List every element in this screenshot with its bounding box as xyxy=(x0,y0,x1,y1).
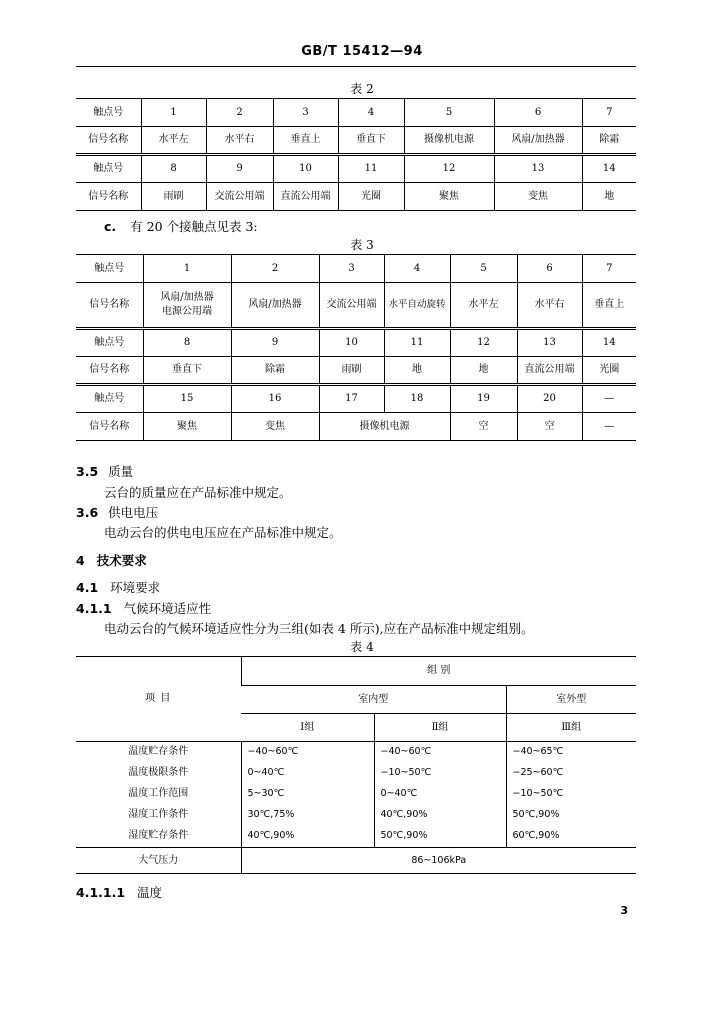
t4-value: −10~50℃ xyxy=(506,784,636,805)
t2-cell: 垂直上 xyxy=(273,127,338,155)
t3-r2-label: 信号名称 xyxy=(76,283,143,329)
t2-cell: 6 xyxy=(494,99,582,127)
t2-cell: 1 xyxy=(141,99,206,127)
table3-caption: 表 3 xyxy=(350,238,374,252)
t2-cell: 雨刷 xyxy=(141,183,206,211)
section-3-5-heading xyxy=(76,462,133,480)
t3-cell: — xyxy=(582,413,636,441)
t3-cell: 雨刷 xyxy=(319,357,384,385)
t3-cell: 水平左 xyxy=(450,283,517,329)
section-3-5-body: 云台的质量应在产品标准中规定。 xyxy=(104,485,292,500)
section-number: 4.1.1.1 xyxy=(76,885,126,900)
t2-r1-label: 触点号 xyxy=(76,99,141,127)
t2-r4-label: 信号名称 xyxy=(76,183,141,211)
t4-value: 40℃,90% xyxy=(241,826,374,848)
section-number: 3.5 xyxy=(76,464,99,479)
t3-cell: 交流公用端 xyxy=(319,283,384,329)
t3-cell: 3 xyxy=(319,255,384,283)
t2-cell: 9 xyxy=(206,155,273,183)
t3-cell: 11 xyxy=(384,329,450,357)
t3-cell: 垂直下 xyxy=(143,357,231,385)
section-number: 4.1.1 xyxy=(76,601,112,616)
t4-value: 5~30℃ xyxy=(241,784,374,805)
t4-item-header: 项 目 xyxy=(76,657,241,742)
section-title: 技术要求 xyxy=(96,553,147,568)
t3-cell: 变焦 xyxy=(231,413,319,441)
section-4-1-1-1-heading xyxy=(76,883,162,901)
t2-cell: 4 xyxy=(338,99,404,127)
t4-value: 50℃,90% xyxy=(506,805,636,826)
section-3-6-body: 电动云台的供电电压应在产品标准中规定。 xyxy=(104,525,342,540)
t3-cell: 19 xyxy=(450,385,517,413)
t3-cell: 地 xyxy=(450,357,517,385)
t4-pressure-value: 86~106kPa xyxy=(241,848,636,874)
item-c xyxy=(104,217,258,235)
t2-r3-label: 触点号 xyxy=(76,155,141,183)
t4-row-label: 湿度工作条件 xyxy=(128,809,189,820)
t4-value: −40~65℃ xyxy=(506,742,636,763)
t3-cell: 2 xyxy=(231,255,319,283)
t2-cell: 12 xyxy=(404,155,494,183)
t3-cell: 10 xyxy=(319,329,384,357)
t3-cell: 12 xyxy=(450,329,517,357)
t2-cell: 3 xyxy=(273,99,338,127)
t3-r3-label: 触点号 xyxy=(76,329,143,357)
t3-r5-label: 触点号 xyxy=(76,385,143,413)
t3-cell: 15 xyxy=(143,385,231,413)
t3-cell: 除霜 xyxy=(231,357,319,385)
t3-cell: 13 xyxy=(517,329,582,357)
t4-row-label: 温度贮存条件 xyxy=(128,746,189,758)
t2-r2-label: 信号名称 xyxy=(76,127,141,155)
t2-cell: 摄像机电源 xyxy=(404,127,494,155)
t3-cell: 8 xyxy=(143,329,231,357)
t3-cell: 直流公用端 xyxy=(517,357,582,385)
t4-value: 50℃,90% xyxy=(374,826,506,848)
header-rule xyxy=(76,66,636,67)
t3-cell: 14 xyxy=(582,329,636,357)
t4-value: −10~50℃ xyxy=(374,763,506,784)
t2-cell: 风扇/加热器 xyxy=(494,127,582,155)
t2-cell: 5 xyxy=(404,99,494,127)
t2-cell: 地 xyxy=(582,183,636,211)
t4-group-1: Ⅰ组 xyxy=(241,714,374,742)
section-title: 供电电压 xyxy=(108,505,159,520)
t4-group-3: Ⅲ组 xyxy=(506,714,636,742)
t3-cell: 光圈 xyxy=(582,357,636,385)
section-3-6-heading xyxy=(76,503,158,521)
section-4-heading xyxy=(76,551,147,569)
t3-cell: 17 xyxy=(319,385,384,413)
t2-cell: 变焦 xyxy=(494,183,582,211)
t2-cell: 水平左 xyxy=(141,127,206,155)
t3-cell: 6 xyxy=(517,255,582,283)
t4-group-header: 组 别 xyxy=(241,657,636,686)
t4-value: 30℃,75% xyxy=(241,805,374,826)
section-title: 环境要求 xyxy=(110,580,161,595)
t3-cell: 5 xyxy=(450,255,517,283)
table2-caption: 表 2 xyxy=(350,82,374,96)
t2-cell: 10 xyxy=(273,155,338,183)
t2-cell: 13 xyxy=(494,155,582,183)
t4-value: −25~60℃ xyxy=(506,763,636,784)
t3-cell: 水平自动旋转 xyxy=(384,283,450,329)
t2-cell: 直流公用端 xyxy=(273,183,338,211)
table-2 xyxy=(76,98,636,211)
t3-r6-label: 信号名称 xyxy=(76,413,143,441)
section-number: 3.6 xyxy=(76,505,99,520)
item-c-label: c. xyxy=(104,219,117,234)
section-title: 气候环境适应性 xyxy=(123,601,212,616)
table4-caption: 表 4 xyxy=(350,640,374,654)
t4-value: −40~60℃ xyxy=(241,742,374,763)
t3-r4-label: 信号名称 xyxy=(76,357,143,385)
t2-cell: 除霜 xyxy=(582,127,636,155)
t3-cell: 风扇/加热器 电源公用端 xyxy=(143,283,231,329)
t2-cell: 光圈 xyxy=(338,183,404,211)
t4-value: 40℃,90% xyxy=(374,805,506,826)
t2-cell: 交流公用端 xyxy=(206,183,273,211)
t3-cell: 空 xyxy=(450,413,517,441)
t2-cell: 水平右 xyxy=(206,127,273,155)
section-4-1-1-heading xyxy=(76,599,211,617)
section-title: 温度 xyxy=(137,885,163,900)
t3-cell: 16 xyxy=(231,385,319,413)
t3-cell: 水平右 xyxy=(517,283,582,329)
t4-value: −40~60℃ xyxy=(374,742,506,763)
t3-cell: 风扇/加热器 xyxy=(231,283,319,329)
t2-cell: 聚焦 xyxy=(404,183,494,211)
t3-cell: 7 xyxy=(582,255,636,283)
t2-cell: 14 xyxy=(582,155,636,183)
item-c-text: 有 20 个接触点见表 3: xyxy=(130,219,258,234)
t4-row-label: 温度极限条件 xyxy=(128,767,189,778)
t3-cell: 18 xyxy=(384,385,450,413)
standard-header: GB/T 15412—94 xyxy=(301,44,423,59)
section-number: 4 xyxy=(76,553,85,568)
t3-cell: — xyxy=(582,385,636,413)
t3-cell: 垂直上 xyxy=(582,283,636,329)
t3-cell: 20 xyxy=(517,385,582,413)
section-title: 质量 xyxy=(108,464,134,479)
t2-cell: 2 xyxy=(206,99,273,127)
t2-cell: 垂直下 xyxy=(338,127,404,155)
page-number: 3 xyxy=(620,904,628,917)
t4-value: 60℃,90% xyxy=(506,826,636,848)
t3-cell: 聚焦 xyxy=(143,413,231,441)
t4-row-label: 湿度贮存条件 xyxy=(76,826,241,848)
section-4-1-1-body: 电动云台的气候环境适应性分为三组(如表 4 所示),应在产品标准中规定组别。 xyxy=(104,621,534,636)
t3-cell: 摄像机电源 xyxy=(319,413,450,441)
t4-row-label: 温度工作范围 xyxy=(128,788,189,799)
t4-value: 0~40℃ xyxy=(241,763,374,784)
t3-cell: 空 xyxy=(517,413,582,441)
table-3 xyxy=(76,254,636,441)
table-4 xyxy=(76,656,636,874)
t3-r1-label: 触点号 xyxy=(76,255,143,283)
t4-value: 0~40℃ xyxy=(374,784,506,805)
t3-cell: 1 xyxy=(143,255,231,283)
t4-indoor-header: 室内型 xyxy=(241,686,506,714)
t4-group-2: Ⅱ组 xyxy=(374,714,506,742)
t4-outdoor-header: 室外型 xyxy=(506,686,636,714)
section-number: 4.1 xyxy=(76,580,99,595)
t2-cell: 8 xyxy=(141,155,206,183)
t2-cell: 7 xyxy=(582,99,636,127)
t4-pressure-label: 大气压力 xyxy=(76,848,241,874)
t3-cell: 4 xyxy=(384,255,450,283)
t3-cell: 地 xyxy=(384,357,450,385)
section-4-1-heading xyxy=(76,578,160,596)
t3-cell: 9 xyxy=(231,329,319,357)
t2-cell: 11 xyxy=(338,155,404,183)
